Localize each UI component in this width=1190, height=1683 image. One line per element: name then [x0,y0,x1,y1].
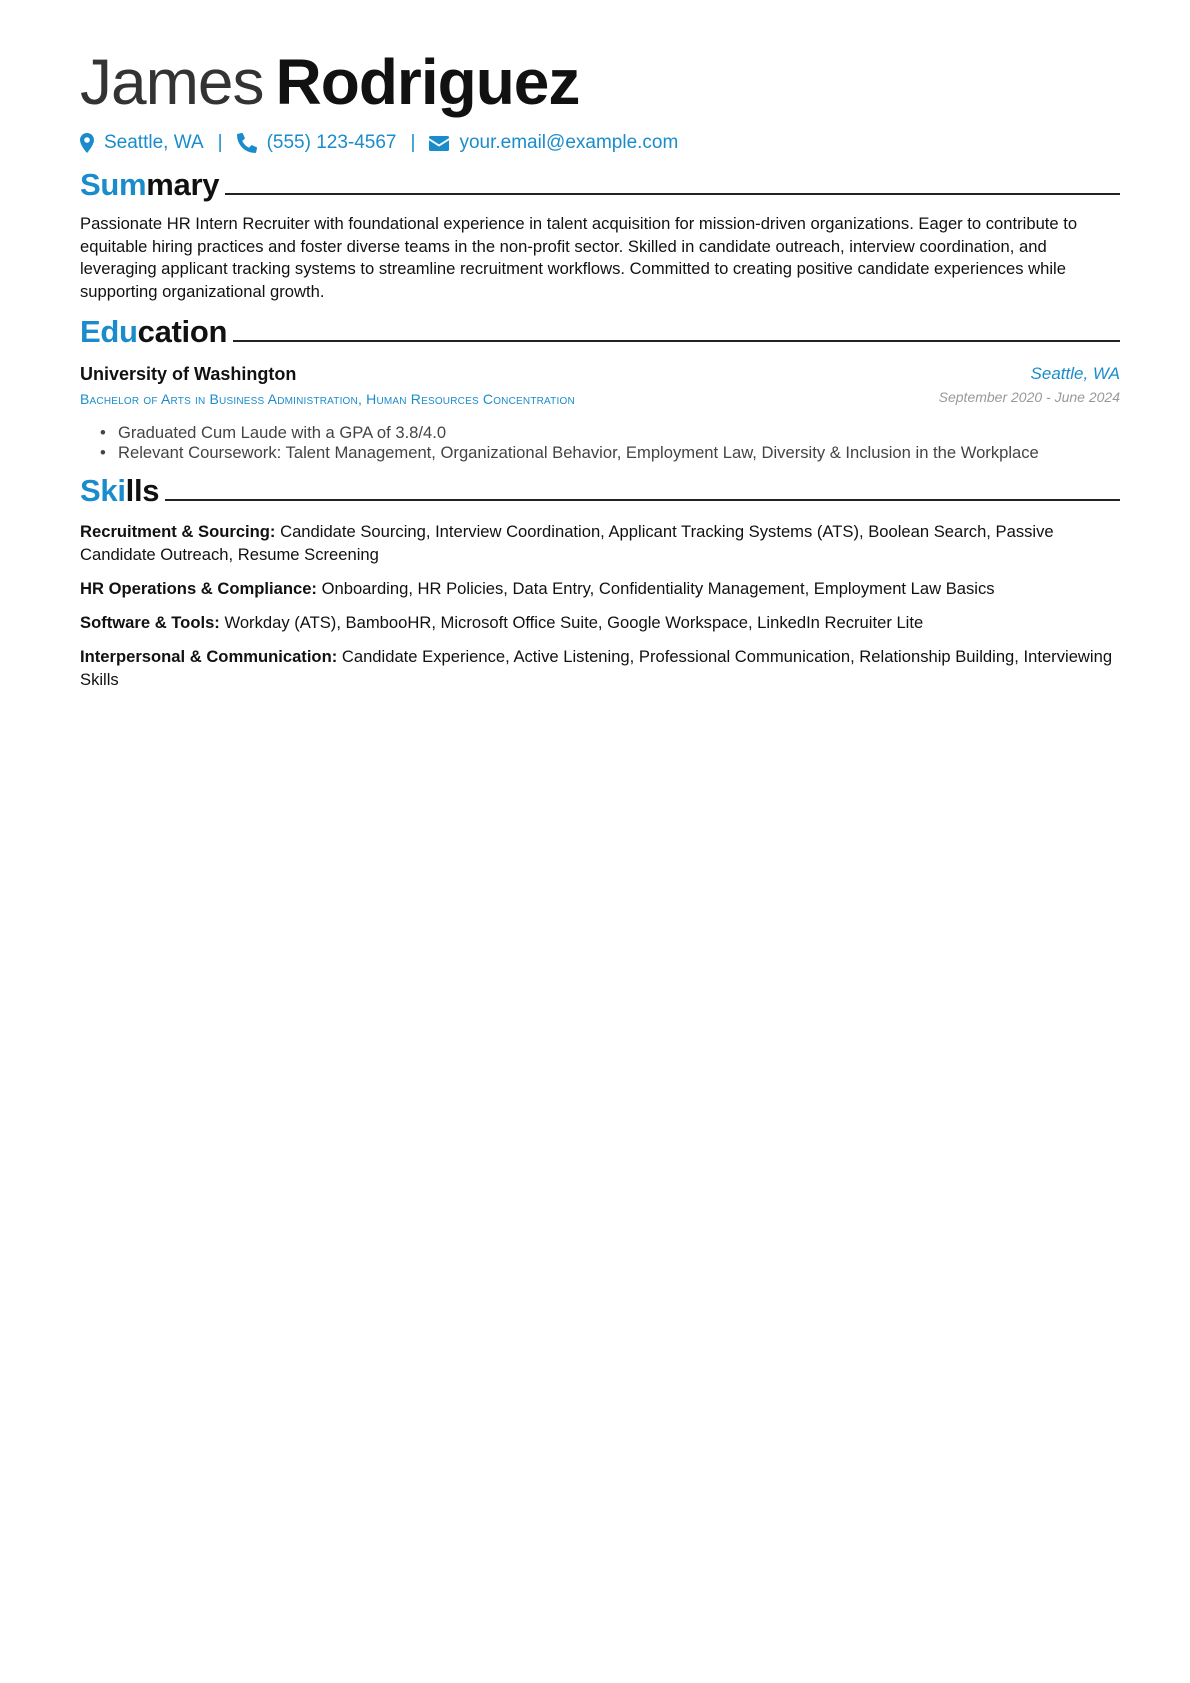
list-item [100,443,1039,463]
education-bullets [100,423,1039,462]
school-name: University of Washington [80,364,297,384]
skill-label: Interpersonal & Communication: [80,647,338,666]
map-marker-icon [80,133,94,153]
section-rule [225,193,1120,195]
bullet-dot: • [100,442,106,462]
section-title-accent: Sum [80,167,147,202]
bullet-dot: • [100,423,106,442]
name-heading [80,44,579,120]
degree: Bachelor of Arts in Business Administration, Human Resources Concentration [80,391,575,407]
summary-text: Passionate HR Intern Recruiter with foundational experience in talent acquisition for mission-driven organizations. Eager to contribute to equitable hiring practices and foster diverse teams in the non-profit sector. Skilled in candidate outreach, interview coordination, and leveraging applicant tracking systems to streamline recruitment workflows. Committed to creating positive candidate experiences while supporting organizational growth. [80,214,1078,302]
skill-label: Recruitment & Sourcing: [80,522,276,541]
section-rule [233,340,1120,342]
location-text: Seattle, WA [104,132,204,153]
skill-text: Workday (ATS), BambooHR, Microsoft Office Suite, Google Workspace, LinkedIn Recruiter Lite [224,613,924,632]
section-title-rest: lls [125,473,160,508]
section-rule [165,499,1120,501]
last-name: Rodriguez [275,46,580,118]
phone-icon [237,133,257,153]
bullet-text: Graduated Cum Laude with a GPA of 3.8/4.0 [118,423,447,442]
summary-heading [80,163,1120,203]
skill-label: HR Operations & Compliance: [80,579,317,598]
skill-text: Candidate Experience, Active Listening, Professional Communication, Relationship Building, Interviewing Skills [80,647,1113,689]
skill-text: Onboarding, HR Policies, Data Entry, Confidentiality Management, Employment Law Basics [321,579,995,598]
location-item [80,132,204,154]
contact-line [80,132,678,154]
section-title-accent: Ski [80,473,126,508]
first-name: James [80,46,264,118]
skill-label: Software & Tools: [80,613,220,632]
skill-row [80,521,1120,566]
section-title [80,473,159,509]
email-item[interactable] [429,132,678,154]
contact-separator: | [217,132,223,153]
education-dates: September 2020 - June 2024 [938,389,1120,405]
section-title-accent: Edu [80,314,138,349]
list-item [100,423,1039,443]
section-title [80,167,219,203]
education-heading [80,310,1120,350]
phone-item[interactable] [237,132,397,154]
phone-text: (555) 123-4567 [266,132,397,153]
section-title-rest: cation [137,314,228,349]
section-title [80,314,227,350]
skill-row [80,612,1120,635]
contact-separator: | [410,132,416,153]
skill-row [80,646,1120,691]
email-link: your.email@example.com [459,132,679,153]
skill-text: Candidate Sourcing, Interview Coordination, Applicant Tracking Systems (ATS), Boolean Search, Passive Candidate Outreach, Resume Screening [80,522,1054,564]
skill-row [80,578,1120,601]
school-location: Seattle, WA [1030,364,1120,383]
envelope-icon [429,136,449,151]
section-title-rest: mary [146,167,220,202]
skills-heading [80,469,1120,509]
bullet-text: Relevant Coursework: Talent Management, Organizational Behavior, Employment Law, Diversity & Inclusion in the Workplace [118,442,1039,462]
